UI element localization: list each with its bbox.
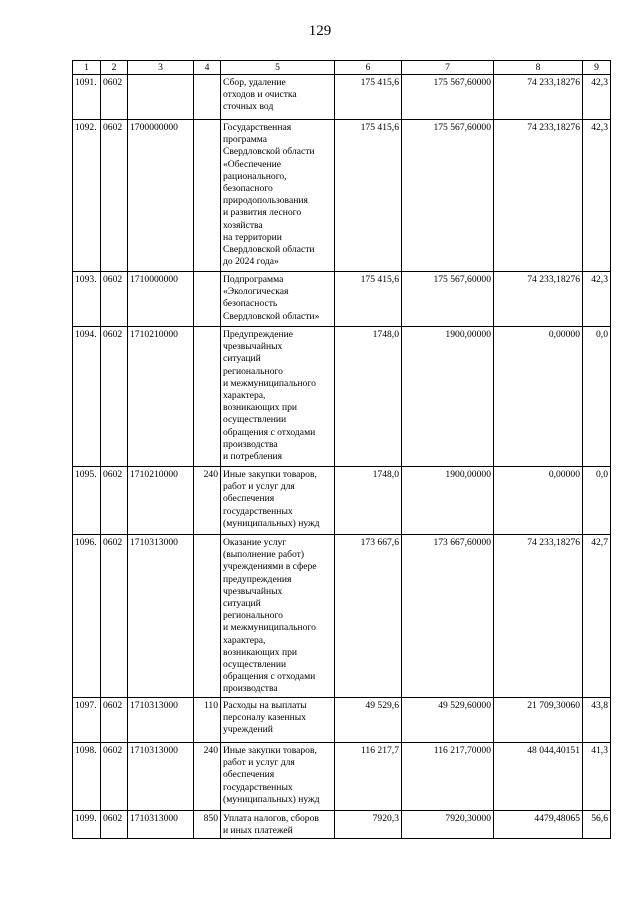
refined-amount-cell: 1900,00000 bbox=[402, 327, 494, 467]
expense-type-cell: 110 bbox=[194, 698, 221, 743]
planned-amount-cell: 49 529,6 bbox=[335, 698, 402, 743]
target-article-cell: 1700000000 bbox=[128, 120, 194, 272]
column-header: 6 bbox=[335, 61, 402, 75]
target-article-cell: 1710313000 bbox=[128, 698, 194, 743]
refined-amount-cell: 175 567,60000 bbox=[402, 272, 494, 327]
planned-amount-cell: 1748,0 bbox=[335, 467, 402, 535]
row-number-cell: 1096. bbox=[73, 535, 101, 698]
column-header: 3 bbox=[128, 61, 194, 75]
executed-amount-cell: 48 044,40151 bbox=[494, 743, 583, 811]
column-header: 5 bbox=[221, 61, 335, 75]
row-number-cell: 1091. bbox=[73, 75, 101, 120]
executed-amount-cell: 4479,48065 bbox=[494, 811, 583, 839]
item-name-cell: Расходы на выплаты персоналу казенных учреждений bbox=[221, 698, 335, 743]
expense-type-cell bbox=[194, 120, 221, 272]
column-header: 2 bbox=[101, 61, 128, 75]
executed-amount-cell: 0,00000 bbox=[494, 327, 583, 467]
table-header-row bbox=[73, 61, 611, 75]
executed-amount-cell: 74 233,18276 bbox=[494, 120, 583, 272]
executed-amount-cell: 0,00000 bbox=[494, 467, 583, 535]
planned-amount-cell: 116 217,7 bbox=[335, 743, 402, 811]
refined-amount-cell: 49 529,60000 bbox=[402, 698, 494, 743]
row-number-cell: 1094. bbox=[73, 327, 101, 467]
refined-amount-cell: 116 217,70000 bbox=[402, 743, 494, 811]
target-article-cell bbox=[128, 75, 194, 120]
row-number-cell: 1097. bbox=[73, 698, 101, 743]
section-code-cell: 0602 bbox=[101, 811, 128, 839]
section-code-cell: 0602 bbox=[101, 327, 128, 467]
target-article-cell: 1710210000 bbox=[128, 327, 194, 467]
execution-percent-cell: 42,3 bbox=[583, 272, 611, 327]
table-row bbox=[73, 698, 611, 743]
item-name-cell: Иные закупки товаров, работ и услуг для обеспечения государственных (муниципальных) нужд bbox=[221, 743, 335, 811]
planned-amount-cell: 175 415,6 bbox=[335, 75, 402, 120]
target-article-cell: 1710313000 bbox=[128, 535, 194, 698]
execution-percent-cell: 43,8 bbox=[583, 698, 611, 743]
row-number-cell: 1099. bbox=[73, 811, 101, 839]
planned-amount-cell: 175 415,6 bbox=[335, 272, 402, 327]
planned-amount-cell: 7920,3 bbox=[335, 811, 402, 839]
target-article-cell: 1710000000 bbox=[128, 272, 194, 327]
budget-table bbox=[72, 60, 611, 839]
expense-type-cell bbox=[194, 327, 221, 467]
execution-percent-cell: 56,6 bbox=[583, 811, 611, 839]
executed-amount-cell: 74 233,18276 bbox=[494, 272, 583, 327]
column-header: 4 bbox=[194, 61, 221, 75]
execution-percent-cell: 0,0 bbox=[583, 467, 611, 535]
row-number-cell: 1098. bbox=[73, 743, 101, 811]
execution-percent-cell: 41,3 bbox=[583, 743, 611, 811]
refined-amount-cell: 1900,00000 bbox=[402, 467, 494, 535]
row-number-cell: 1092. bbox=[73, 120, 101, 272]
refined-amount-cell: 175 567,60000 bbox=[402, 75, 494, 120]
table-row bbox=[73, 75, 611, 120]
column-header: 1 bbox=[73, 61, 101, 75]
refined-amount-cell: 173 667,60000 bbox=[402, 535, 494, 698]
execution-percent-cell: 42,3 bbox=[583, 75, 611, 120]
executed-amount-cell: 21 709,30060 bbox=[494, 698, 583, 743]
row-number-cell: 1095. bbox=[73, 467, 101, 535]
execution-percent-cell: 42,3 bbox=[583, 120, 611, 272]
table-row bbox=[73, 327, 611, 467]
target-article-cell: 1710313000 bbox=[128, 743, 194, 811]
expense-type-cell bbox=[194, 75, 221, 120]
item-name-cell: Иные закупки товаров, работ и услуг для обеспечения государственных (муниципальных) нужд bbox=[221, 467, 335, 535]
section-code-cell: 0602 bbox=[101, 743, 128, 811]
section-code-cell: 0602 bbox=[101, 272, 128, 327]
table-row bbox=[73, 120, 611, 272]
table-row bbox=[73, 811, 611, 839]
item-name-cell: Сбор, удаление отходов и очистка сточных вод bbox=[221, 75, 335, 120]
section-code-cell: 0602 bbox=[101, 698, 128, 743]
section-code-cell: 0602 bbox=[101, 535, 128, 698]
expense-type-cell bbox=[194, 272, 221, 327]
expense-type-cell bbox=[194, 535, 221, 698]
refined-amount-cell: 175 567,60000 bbox=[402, 120, 494, 272]
executed-amount-cell: 74 233,18276 bbox=[494, 75, 583, 120]
item-name-cell: Подпрограмма «Экологическая безопасность Свердловской области» bbox=[221, 272, 335, 327]
item-name-cell: Предупреждение чрезвычайных ситуаций регионального и межмуниципального характера, возникающих при осуществлении обращения с отходами производства и потребления bbox=[221, 327, 335, 467]
table-row bbox=[73, 467, 611, 535]
row-number-cell: 1093. bbox=[73, 272, 101, 327]
planned-amount-cell: 1748,0 bbox=[335, 327, 402, 467]
item-name-cell: Уплата налогов, сборов и иных платежей bbox=[221, 811, 335, 839]
executed-amount-cell: 74 233,18276 bbox=[494, 535, 583, 698]
expense-type-cell: 240 bbox=[194, 743, 221, 811]
section-code-cell: 0602 bbox=[101, 120, 128, 272]
expense-type-cell: 240 bbox=[194, 467, 221, 535]
page-number: 129 bbox=[308, 23, 332, 39]
item-name-cell: Оказание услуг (выполнение работ) учреждениями в сфере предупреждения чрезвычайных ситуаций регионального и межмуниципального характера, возникающих при осуществлении обращения с отходами производства bbox=[221, 535, 335, 698]
execution-percent-cell: 42,7 bbox=[583, 535, 611, 698]
planned-amount-cell: 175 415,6 bbox=[335, 120, 402, 272]
refined-amount-cell: 7920,30000 bbox=[402, 811, 494, 839]
table-body bbox=[73, 75, 611, 839]
section-code-cell: 0602 bbox=[101, 467, 128, 535]
planned-amount-cell: 173 667,6 bbox=[335, 535, 402, 698]
table-row bbox=[73, 272, 611, 327]
table-row bbox=[73, 535, 611, 698]
execution-percent-cell: 0,0 bbox=[583, 327, 611, 467]
target-article-cell: 1710313000 bbox=[128, 811, 194, 839]
column-header: 7 bbox=[402, 61, 494, 75]
table-row bbox=[73, 743, 611, 811]
column-header: 9 bbox=[583, 61, 611, 75]
target-article-cell: 1710210000 bbox=[128, 467, 194, 535]
column-header: 8 bbox=[494, 61, 583, 75]
item-name-cell: Государственная программа Свердловской области «Обеспечение рационального, безопасного природопользования и развития лесного хозяйства на территории Свердловской области до 2024 года» bbox=[221, 120, 335, 272]
expense-type-cell: 850 bbox=[194, 811, 221, 839]
section-code-cell: 0602 bbox=[101, 75, 128, 120]
